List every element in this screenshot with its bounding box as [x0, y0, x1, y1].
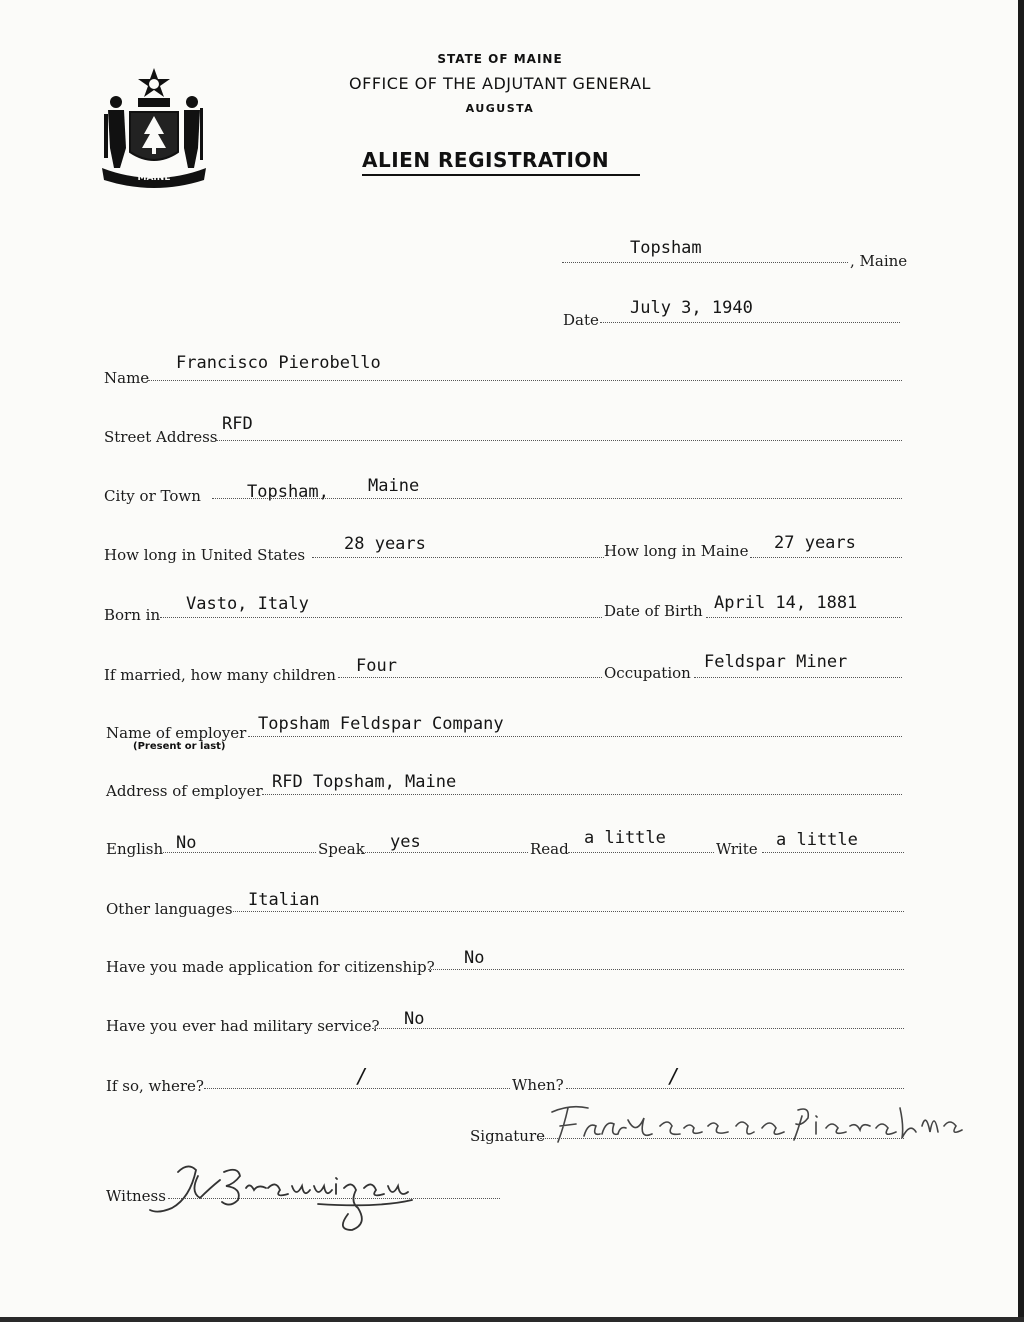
- when-line: [566, 1088, 904, 1089]
- witness-label: Witness: [106, 1187, 166, 1205]
- employer-line: [248, 736, 902, 737]
- years-maine-label: How long in Maine: [604, 542, 749, 560]
- children-line: [338, 677, 602, 678]
- occupation-label: Occupation: [604, 664, 691, 682]
- name-label: Name: [104, 369, 150, 387]
- form-title: ALIEN REGISTRATION: [362, 148, 610, 172]
- other-languages-label: Other languages: [106, 900, 233, 918]
- scan-border-right: [1018, 0, 1024, 1322]
- citizenship-line: [428, 969, 904, 970]
- years-us-line: [312, 557, 604, 558]
- where-value: /: [356, 1064, 369, 1088]
- employer-address-label: Address of employer: [106, 782, 263, 800]
- witness-signature-image: [138, 1158, 428, 1238]
- dob-label: Date of Birth: [604, 602, 703, 620]
- military-value: No: [404, 1009, 425, 1029]
- street-line: [216, 440, 902, 441]
- city-label: City or Town: [104, 487, 201, 505]
- svg-text:MAINE: MAINE: [137, 173, 171, 183]
- children-label: If married, how many children: [104, 666, 336, 684]
- name-line: [148, 380, 902, 381]
- date-value: July 3, 1940: [630, 298, 753, 318]
- children-value: Four: [356, 656, 397, 676]
- military-label: Have you ever had military service?: [106, 1017, 380, 1035]
- born-line: [160, 617, 602, 618]
- employer-sublabel: (Present or last): [133, 741, 226, 752]
- date-label: Date: [563, 311, 599, 329]
- header-city: AUGUSTA: [465, 102, 535, 115]
- title-underline: [362, 174, 640, 176]
- occupation-value: Feldspar Miner: [704, 652, 848, 672]
- years-us-value: 28 years: [344, 534, 426, 554]
- english-label: English: [106, 840, 164, 858]
- state-seal-icon: [96, 64, 212, 188]
- employer-label: Name of employer: [106, 724, 247, 742]
- where-line: [204, 1088, 510, 1089]
- years-maine-value: 27 years: [774, 533, 856, 553]
- write-line: [762, 852, 904, 853]
- signature-image: [540, 1096, 970, 1152]
- write-value: a little: [776, 830, 858, 850]
- read-value: a little: [584, 828, 666, 848]
- scan-border-bottom: [0, 1317, 1024, 1322]
- occupation-line: [694, 677, 902, 678]
- read-line: [568, 852, 714, 853]
- signature-label: Signature: [470, 1127, 546, 1145]
- dob-value: April 14, 1881: [714, 593, 858, 613]
- place-line: [562, 262, 848, 263]
- employer-value: Topsham Feldspar Company: [258, 714, 504, 734]
- born-value: Vasto, Italy: [186, 594, 309, 614]
- when-value: /: [668, 1064, 681, 1088]
- employer-address-line: [262, 794, 902, 795]
- place-value: Topsham: [630, 238, 702, 258]
- place-suffix: , Maine: [850, 252, 908, 270]
- dob-line: [706, 617, 902, 618]
- born-label: Born in: [104, 606, 161, 624]
- employer-address-value: RFD Topsham, Maine: [272, 772, 457, 792]
- header-office: OFFICE OF THE ADJUTANT GENERAL: [349, 74, 651, 93]
- street-value: RFD: [222, 414, 253, 434]
- speak-line: [362, 852, 528, 853]
- citizenship-value: No: [464, 948, 485, 968]
- city-state-value: Maine: [368, 476, 420, 496]
- other-languages-line: [230, 911, 904, 912]
- header-state: STATE OF MAINE: [437, 52, 563, 66]
- read-label: Read: [530, 840, 569, 858]
- name-value: Francisco Pierobello: [176, 353, 381, 373]
- city-value: Topsham,: [247, 482, 329, 502]
- other-languages-value: Italian: [248, 890, 320, 910]
- speak-value: yes: [390, 832, 421, 852]
- where-label: If so, where?: [106, 1077, 204, 1095]
- military-line: [372, 1028, 904, 1029]
- english-value: No: [176, 833, 197, 853]
- years-us-label: How long in United States: [104, 546, 306, 564]
- date-line: [600, 322, 900, 323]
- citizenship-label: Have you made application for citizenship?: [106, 958, 435, 976]
- when-label: When?: [512, 1076, 564, 1094]
- write-label: Write: [716, 840, 758, 858]
- speak-label: Speak: [318, 840, 365, 858]
- years-maine-line: [750, 557, 902, 558]
- street-label: Street Address: [104, 428, 218, 446]
